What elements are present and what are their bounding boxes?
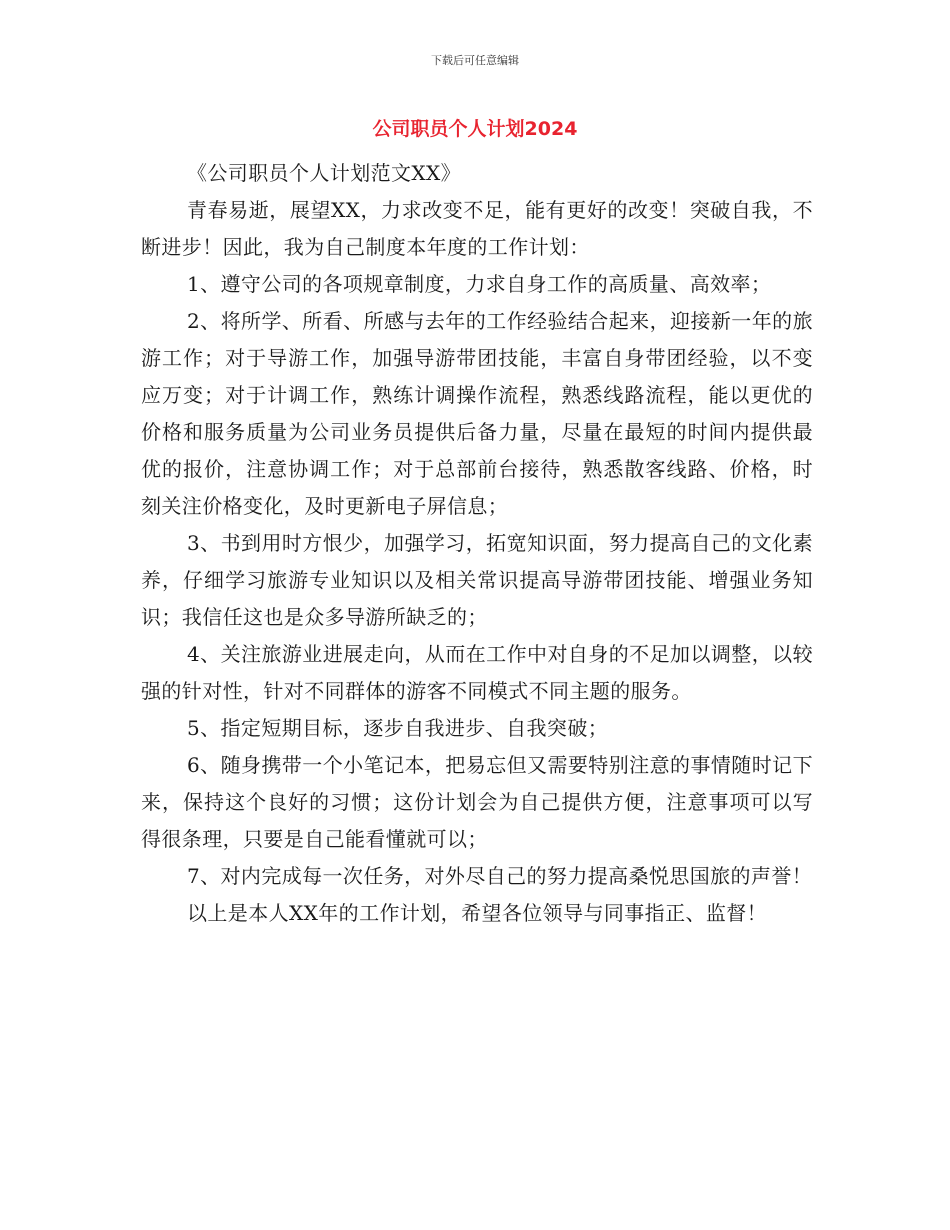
paragraph-item-7: 7、对内完成每一次任务，对外尽自己的努力提高桑悦思国旅的声誉！ (187, 864, 813, 888)
paragraph-subtitle: 《公司职员个人计划范文XX》 (187, 161, 462, 185)
paragraph-closing: 以上是本人XX年的工作计划，希望各位领导与同事指正、监督！ (187, 901, 768, 925)
page-header-note: 下载后可任意编辑 (431, 54, 519, 67)
document-title: 公司职员个人计划2024 (372, 118, 578, 140)
paragraph-item-4: 4、关注旅游业进展走向，从而在工作中对自身的不足加以调整，以较强的针对性，针对不同群体的游客不同模式不同主题的服务。 (141, 642, 813, 703)
paragraph-item-6: 6、随身携带一个小笔记本，把易忘但又需要特别注意的事情随时记下来，保持这个良好的习惯；这份计划会为自己提供方便，注意事项可以写得很条理，只要是自己能看懂就可以； (141, 753, 813, 851)
paragraph-item-5: 5、指定短期目标，逐步自我进步、自我突破； (187, 716, 609, 740)
paragraph-item-3: 3、书到用时方恨少，加强学习，拓宽知识面，努力提高自己的文化素养，仔细学习旅游专业知识以及相关常识提高导游带团技能、增强业务知识；我信任这也是众多导游所缺乏的； (141, 531, 813, 629)
paragraph-item-2: 2、将所学、所看、所感与去年的工作经验结合起来，迎接新一年的旅游工作；对于导游工作，加强导游带团技能，丰富自身带团经验，以不变应万变；对于计调工作，熟练计调操作流程，熟悉线路流程，能以更优的价格和服务质量为公司业务员提供后备力量，尽量在最短的时间内提供最优的报价，注意协调工作；对于总部前台接待，熟悉散客线路、价格，时刻关注价格变化，及时更新电子屏信息； (141, 309, 813, 518)
paragraph-intro: 青春易逝，展望XX，力求改变不足，能有更好的改变！突破自我，不断进步！因此，我为自己制度本年度的工作计划： (141, 198, 813, 259)
document-body (141, 155, 813, 932)
paragraph-item-1: 1、遵守公司的各项规章制度，力求自身工作的高质量、高效率； (187, 272, 772, 296)
